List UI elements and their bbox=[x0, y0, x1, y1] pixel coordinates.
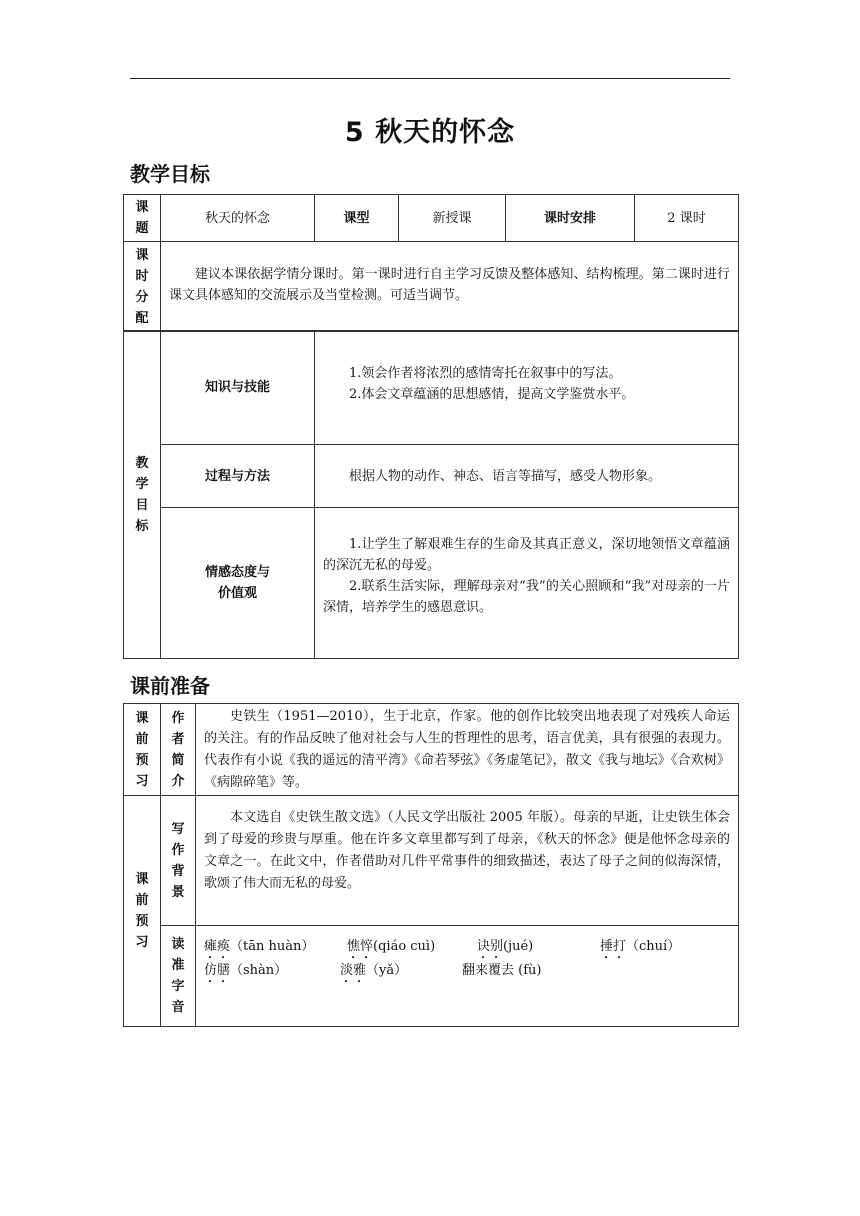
schedule-label: 课 时 分 配 bbox=[124, 242, 161, 332]
section-heading-prep: 课前准备 bbox=[130, 674, 210, 698]
goal-attitude-text: 1.让学生了解艰难生存的生命及其真正意义，深切地领悟文章蕴涵的深沉无私的母爱。 2.联系生活实际，理解母亲对“我”的关心照顾和“我”对母亲的一片深情，培养学生的感恩意识。 bbox=[315, 508, 739, 659]
pron-word: 淡雅（yǎ） bbox=[340, 963, 408, 978]
pron-word: 翻来覆去 (fù) bbox=[462, 963, 542, 978]
pron-word: 诀别(jué) bbox=[477, 939, 534, 954]
author-label: 作 者 简 介 bbox=[161, 704, 196, 796]
goal-knowledge-text: 1.领会作者将浓烈的感情寄托在叙事中的写法。 2.体会文章蕴涵的思想感情，提高文学鉴赏水平。 bbox=[315, 331, 739, 445]
header-rule bbox=[130, 78, 730, 79]
author-outer-label: 课 前 预 习 bbox=[124, 704, 161, 796]
pron-word: 瘫痪（tān huàn） bbox=[204, 939, 315, 954]
topic-label: 课 题 bbox=[124, 195, 161, 242]
hours-label: 课时安排 bbox=[506, 195, 635, 242]
goal-knowledge-label: 知识与技能 bbox=[161, 331, 315, 445]
topic-value: 秋天的怀念 bbox=[161, 195, 315, 242]
type-label: 课型 bbox=[315, 195, 399, 242]
background-outer-label: 课 前 预 习 bbox=[124, 796, 161, 1027]
goals-table bbox=[123, 194, 739, 332]
pronunciation-label: 读 准 字 音 bbox=[161, 926, 196, 1027]
section-heading-goals: 教学目标 bbox=[130, 162, 210, 186]
pron-word: 仿膳（shàn） bbox=[204, 963, 288, 978]
background-text: 本文选自《史铁生散文选》（人民文学出版社 2005 年版）。母亲的早逝，让史铁生体会到了母爱的珍贵与厚重。他在许多文章里都写到了母亲，《秋天的怀念》便是他怀念母亲的文章之一。在此文中，作者借助对几件平常事件的细致描述，表达了母子之间的似海深情，歌颂了伟大而无私的母爱。 bbox=[196, 796, 739, 926]
goal-process-label: 过程与方法 bbox=[161, 445, 315, 508]
hours-value: 2 课时 bbox=[635, 195, 739, 242]
background-label: 写 作 背 景 bbox=[161, 796, 196, 926]
prep-table bbox=[123, 703, 739, 1027]
goal-process-text: 根据人物的动作、神态、语言等描写，感受人物形象。 bbox=[315, 445, 739, 508]
pron-word: 憔悴(qiáo cuì) bbox=[347, 939, 436, 954]
type-value: 新授课 bbox=[399, 195, 506, 242]
goals-detail-table bbox=[123, 330, 739, 659]
goals-label: 教 学 目 标 bbox=[124, 331, 161, 659]
pron-word: 捶打（chuí） bbox=[600, 939, 681, 954]
author-text: 史铁生（1951—2010），生于北京，作家。他的创作比较突出地表现了对残疾人命运的关注。有的作品反映了他对社会与人生的哲理性的思考，语言优美，具有很强的表现力。代表作有小说《我的遥远的清平湾》《命若琴弦》《务虚笔记》，散文《我与地坛》《合欢树》《病隙碎笔》等。 bbox=[196, 704, 739, 796]
schedule-text: 建议本课依据学情分课时。第一课时进行自主学习反馈及整体感知、结构梳理。第二课时进行课文具体感知的交流展示及当堂检测。可适当调节。 bbox=[161, 242, 739, 332]
page-title: 5 秋天的怀念 bbox=[344, 117, 516, 148]
goal-attitude-label: 情感态度与 价值观 bbox=[161, 508, 315, 659]
pronunciation-list bbox=[196, 926, 739, 1027]
